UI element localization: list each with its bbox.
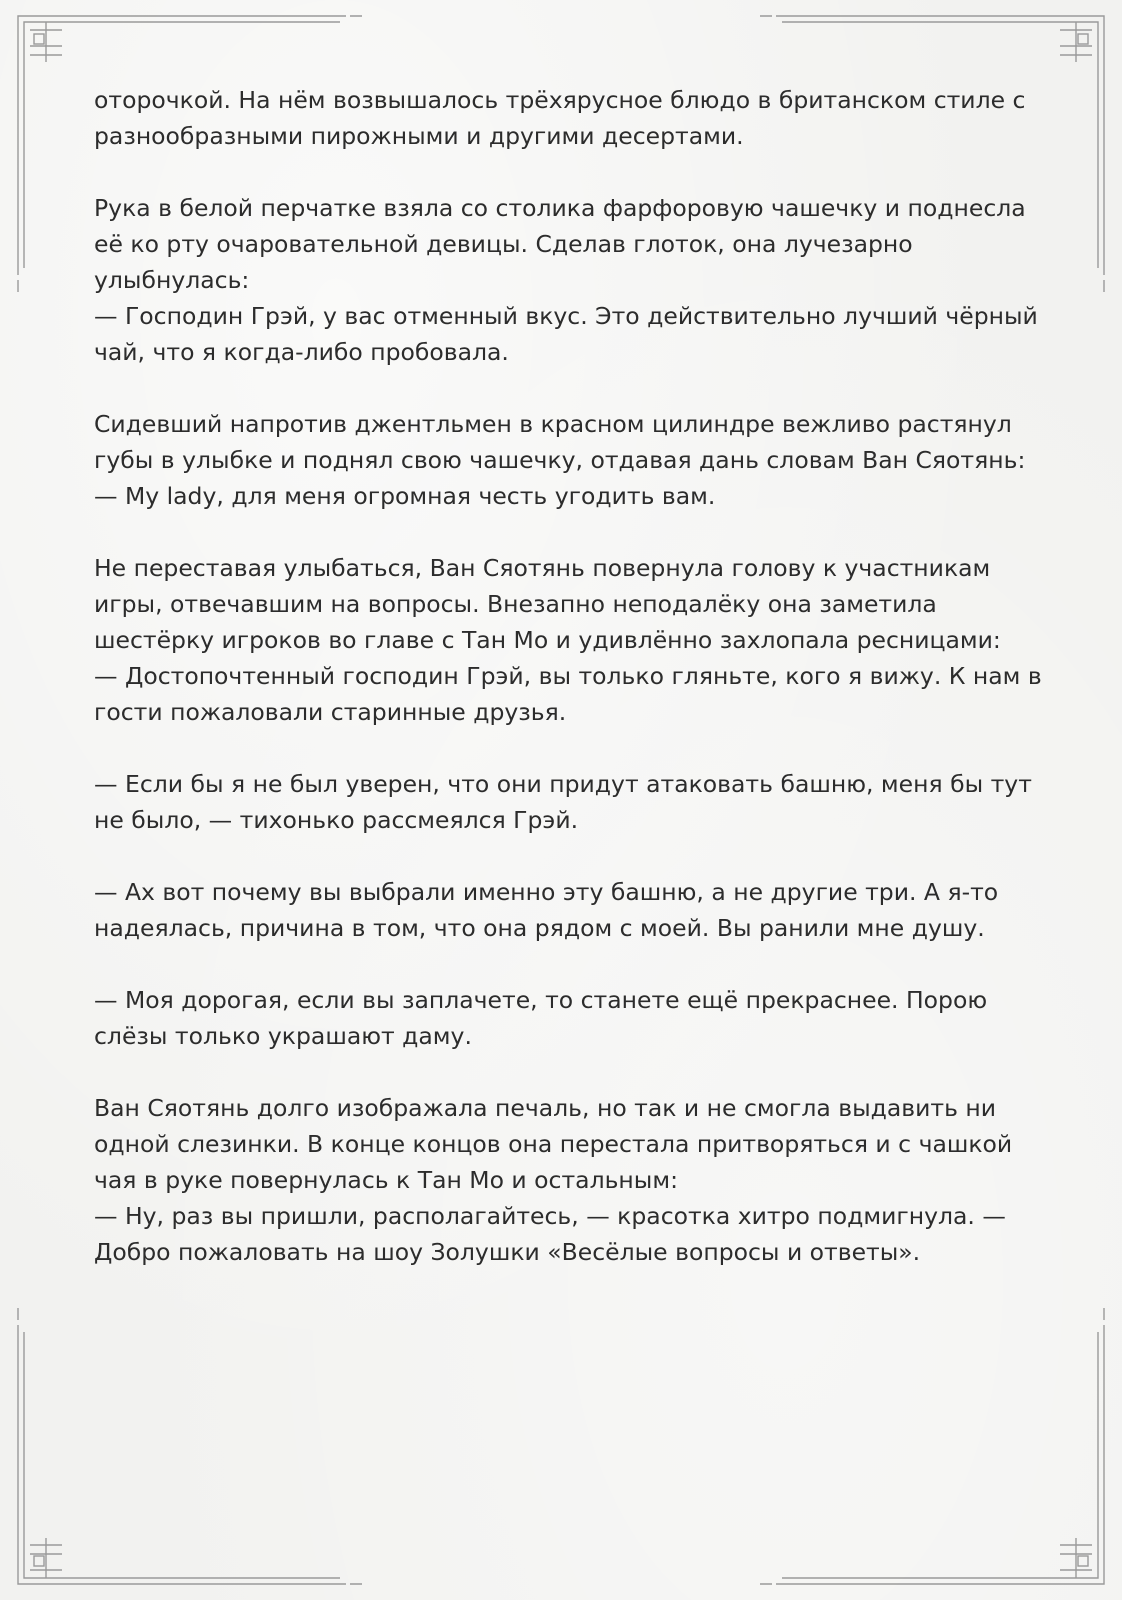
text-line: слёзы только украшают даму. — [94, 1022, 472, 1050]
corner-ornament-bottom-left — [18, 1308, 362, 1584]
paragraph — [94, 874, 1034, 946]
text-line: Добро пожаловать на шоу Золушки «Весёлые вопросы и ответы». — [94, 1238, 921, 1266]
paragraph — [94, 82, 1034, 154]
paragraph — [94, 406, 1034, 514]
text-line: Сидевший напротив джентльмен в красном цилиндре вежливо растянул — [94, 410, 1012, 438]
text-line: Не переставая улыбаться, Ван Сяотянь повернула голову к участникам — [94, 554, 991, 582]
paragraph — [94, 766, 1034, 838]
paragraph — [94, 982, 1034, 1054]
text-line: её ко рту очаровательной девицы. Сделав глоток, она лучезарно — [94, 230, 913, 258]
text-line: — Ах вот почему вы выбрали именно эту башню, а не другие три. А я-то — [94, 878, 999, 906]
text-line: — Господин Грэй, у вас отменный вкус. Это действительно лучший чёрный — [94, 302, 1038, 330]
text-line: Ван Сяотянь долго изображала печаль, но так и не смогла выдавить ни — [94, 1094, 997, 1122]
corner-ornament-bottom-right — [760, 1308, 1104, 1584]
text-line: шестёрку игроков во главе с Тан Мо и удивлённо захлопала ресницами: — [94, 626, 1001, 654]
text-line: надеялась, причина в том, что она рядом с моей. Вы ранили мне душу. — [94, 914, 985, 942]
text-line: чая в руке повернулась к Тан Мо и остальным: — [94, 1166, 679, 1194]
text-line: — My lady, для меня огромная честь угодить вам. — [94, 482, 716, 510]
text-line: оторочкой. На нём возвышалось трёхярусное блюдо в британском стиле с — [94, 86, 1026, 114]
text-line: одной слезинки. В конце концов она перестала притворяться и с чашкой — [94, 1130, 1013, 1158]
text-line: — Достопочтенный господин Грэй, вы только гляньте, кого я вижу. К нам в — [94, 662, 1042, 690]
text-line: разнообразными пирожными и другими десертами. — [94, 122, 744, 150]
page-text — [94, 82, 1042, 1306]
text-line: не было, — тихонько рассмеялся Грэй. — [94, 806, 579, 834]
text-line: — Если бы я не был уверен, что они придут атаковать башню, меня бы тут — [94, 770, 1032, 798]
text-line: улыбнулась: — [94, 266, 250, 294]
text-line: Рука в белой перчатке взяла со столика фарфоровую чашечку и поднесла — [94, 194, 1026, 222]
paragraph — [94, 1090, 1034, 1270]
text-line: — Ну, раз вы пришли, располагайтесь, — красотка хитро подмигнула. — — [94, 1202, 1006, 1230]
text-line: гости пожаловали старинные друзья. — [94, 698, 567, 726]
paragraph — [94, 550, 1042, 730]
text-line: — Моя дорогая, если вы заплачете, то станете ещё прекраснее. Порою — [94, 986, 988, 1014]
text-line: губы в улыбке и поднял свою чашечку, отдавая дань словам Ван Сяотянь: — [94, 446, 1026, 474]
text-line: игры, отвечавшим на вопросы. Внезапно неподалёку она заметила — [94, 590, 937, 618]
text-line: чай, что я когда-либо пробовала. — [94, 338, 509, 366]
paragraph — [94, 190, 1038, 370]
